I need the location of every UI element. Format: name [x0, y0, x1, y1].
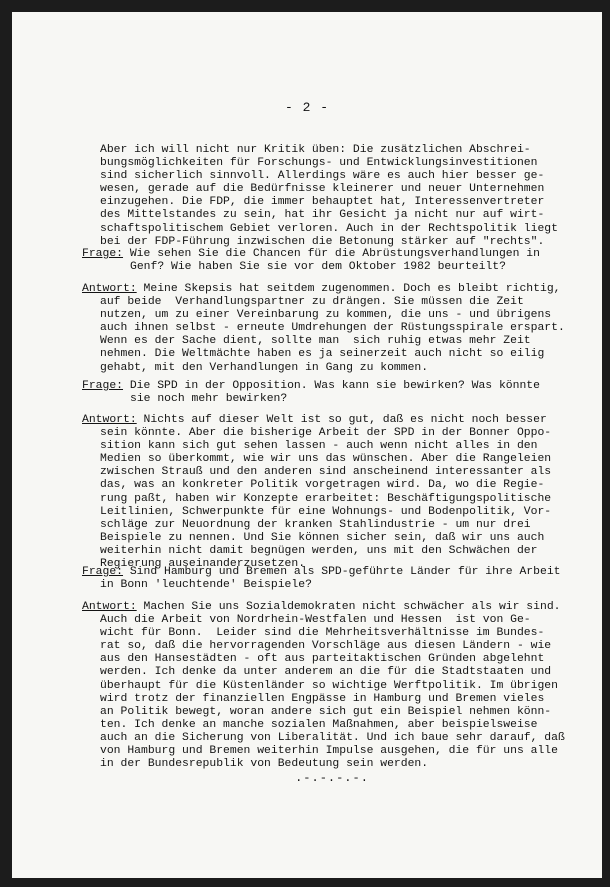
question-label: Frage:	[82, 566, 124, 578]
answer-line: nehmen. Die Weltmächte haben es ja seinerzeit auch nicht so eilig	[100, 348, 545, 361]
intro-line: bungsmöglichkeiten für Forschungs- und Entwicklungsinvestitionen	[100, 157, 538, 170]
question-line: sie noch mehr bewirken?	[130, 393, 288, 406]
answer-line: überhaupt für die Küstenländer so wichtige Werftpolitik. Im übrigen	[100, 679, 558, 692]
answer-block	[82, 283, 565, 375]
intro-line: Aber ich will nicht nur Kritik üben: Die zusätzlichen Abschrei-	[100, 144, 531, 156]
intro-paragraph	[100, 144, 558, 249]
intro-line: einzugehen. Die FDP, die immer behauptet hat, Interessenvertreter	[100, 196, 545, 209]
document-page	[12, 12, 602, 878]
question-line: in Bonn 'leuchtende' Beispiele?	[100, 579, 312, 592]
answer-line: von Hamburg und Bremen weiterhin Impulse ausgehen, die für uns alle	[100, 745, 558, 758]
answer-line: wicht für Bonn. Leider sind die Mehrheitsverhältnisse im Bundes-	[100, 627, 545, 640]
answer-line: zwischen Strauß und den anderen sind anscheinend interessanter als	[100, 466, 552, 479]
answer-label: Antwort:	[82, 414, 137, 426]
answer-line: auf beide Verhandlungspartner zu drängen. Sie müssen die Zeit	[100, 296, 524, 309]
answer-line: sition kann sich gut sehen lassen - auch wenn nicht alles in den	[100, 440, 538, 453]
answer-line: rat so, daß die hervorragenden Vorschläge aus diesen Ländern - wie	[100, 640, 552, 653]
answer-line: in der Bundesrepublik von Bedeutung sein werden.	[100, 758, 429, 771]
page-number: - 2 -	[284, 100, 329, 115]
question-line: Die SPD in der Opposition. Was kann sie bewirken? Was könnte	[123, 380, 540, 392]
answer-line: aus den Hansestädten - oft aus parteitaktischen Gründen abgelehnt	[100, 653, 545, 666]
answer-line: wird trotz der finanziellen Engpässe in Hamburg und Bremen vieles	[100, 692, 545, 705]
answer-line: Wenn es der Sache dient, sollte man sich ruhig etwas mehr Zeit	[100, 335, 531, 348]
answer-line: Medien so überkommt, wie wir uns das wünschen. Aber die Rangeleien	[100, 453, 552, 466]
answer-line: ten. Ich denke an manche sozialen Maßnahmen, aber beispielsweise	[100, 718, 538, 731]
question-block	[82, 566, 561, 592]
answer-line: auch an die Sicherung von Liberalität. Und ich baue sehr darauf, daß	[100, 731, 565, 744]
intro-line: des Mittelstandes zu sein, hat ihr Gesicht ja nicht nur auf wirt-	[100, 209, 545, 222]
end-mark: .-.-.-.-.	[295, 771, 369, 785]
answer-line: Machen Sie uns Sozialdemokraten nicht schwächer als wir sind.	[136, 601, 561, 613]
answer-line: schläge zur Neuordnung der kranken Stahlindustrie - um nur drei	[100, 518, 531, 531]
answer-line: Beispiele zu nennen. Und Sie können sicher sein, daß wir uns auch	[100, 531, 545, 544]
answer-line: Meine Skepsis hat seitdem zugenommen. Doch es bleibt richtig,	[136, 283, 561, 295]
answer-line: an Politik bewegt, woran andere sich gut ein Beispiel nehmen könn-	[100, 705, 552, 718]
question-block	[82, 380, 540, 406]
answer-line: werden. Ich denke da unter anderem an die für die Stadtstaaten und	[100, 666, 552, 679]
question-line: Genf? Wie haben Sie sie vor dem Oktober 1982 beurteilt?	[130, 261, 506, 274]
answer-line: Nichts auf dieser Welt ist so gut, daß es nicht noch besser	[136, 414, 547, 426]
answer-label: Antwort:	[82, 283, 137, 295]
question-line: Sind Hamburg und Bremen als SPD-geführte Länder für ihre Arbeit	[123, 566, 561, 578]
question-label: Frage:	[82, 248, 124, 260]
answer-line: das, was an konkreter Politik vorgetragen wird. Da, wo die Regie-	[100, 479, 545, 492]
answer-block	[82, 414, 551, 571]
question-block	[82, 248, 540, 274]
answer-line: Regierung auseinanderzusetzen.	[100, 558, 306, 571]
intro-line: bei der FDP-Führung inzwischen die Betonung stärker auf "rechts".	[100, 235, 545, 248]
answer-line: sein könnte. Aber die bisherige Arbeit der SPD in der Bonner Oppo-	[100, 427, 552, 440]
answer-label: Antwort:	[82, 601, 137, 613]
question-line: Wie sehen Sie die Chancen für die Abrüstungsverhandlungen in	[123, 248, 540, 260]
answer-block	[82, 601, 565, 771]
intro-line: wesen, gerade auf die Bedürfnisse kleinerer und neuer Unternehmen	[100, 183, 545, 196]
answer-line: auch ihnen selbst - erneute Umdrehungen der Rüstungsspirale erspart.	[100, 322, 565, 335]
answer-line: Auch die Arbeit von Nordrhein-Westfalen und Hessen ist von Ge-	[100, 614, 531, 627]
answer-line: weiterhin nicht damit begnügen werden, uns mit den Schwächen der	[100, 544, 538, 557]
answer-line: gehabt, mit den Verhandlungen in Gang zu kommen.	[100, 361, 429, 374]
question-label: Frage:	[82, 380, 124, 392]
answer-line: nutzen, um zu einer Vereinbarung zu kommen, die uns - und übrigens	[100, 309, 552, 322]
intro-line: schaftspolitischem Gebiet verloren. Auch in der Rechtspolitik liegt	[100, 222, 558, 235]
intro-line: sind sicherlich sinnvoll. Allerdings wäre es auch hier besser ge-	[100, 170, 545, 183]
answer-line: Leitlinien, Schwerpunkte für eine Wohnungs- und Bodenpolitik, Vor-	[100, 505, 552, 518]
answer-line: rung paßt, haben wir Konzepte erarbeitet: Beschäftigungspolitische	[100, 492, 552, 505]
